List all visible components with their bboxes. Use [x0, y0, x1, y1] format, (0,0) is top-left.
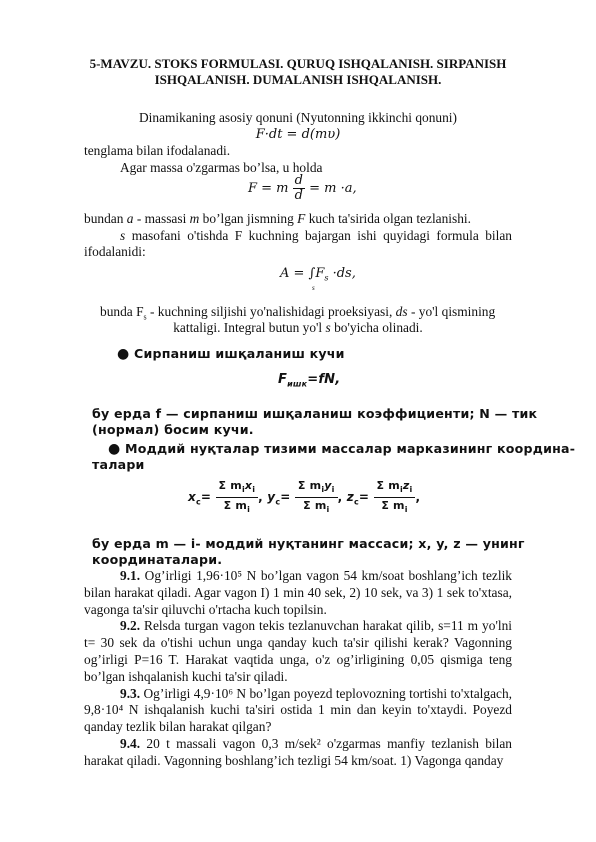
problem-number: 9.2. — [120, 618, 141, 634]
fz-i: i — [399, 485, 403, 495]
problem-text: Relsda turgan vagon tekis tezlanuvchan harakat qilib, s=11 m yo'lni t= 30 sek da o'tishi uchun unga qanday kuch ta'sir qilishi kerak? Vagonning og’irligi P=16 T. Harakat vaqtida unga, o'z og’irligining 0,05 qismiga teng bo’lgan ishqalanish kuchi ta'sir qiladi. — [84, 618, 512, 684]
fy-den: Σ m — [303, 499, 327, 513]
fx-i: i — [241, 485, 245, 495]
problem-number: 9.3. — [120, 685, 141, 701]
formula-force-fraction — [293, 174, 305, 203]
bullet-icon: ● — [117, 346, 130, 362]
formula-work-lower-limit: s — [312, 284, 315, 292]
frac-z — [374, 478, 416, 517]
t6end: - yo'l qismining — [407, 304, 496, 319]
com-heading-text: Моддий нуқталар тизими массалар марказининг координа- — [125, 441, 576, 456]
friction-desc-line-2: (нормал) босим кучи. — [92, 422, 254, 437]
ff-F: F — [278, 372, 288, 387]
problem-list — [84, 568, 512, 770]
yc-sub: c — [275, 497, 281, 507]
friction-heading — [117, 346, 345, 362]
problem-text: 20 t massali vagon 0,3 m/sek² o'zgarmas manfiy tezlanish bilan harakat qiladi. Vagonning boshlang’ich tezligi 54 km/soat. 1) Vagonga qanday — [84, 735, 512, 768]
intro-line-7 — [60, 320, 536, 336]
ff-tail: =fN, — [307, 372, 341, 387]
frac-x — [216, 478, 259, 517]
fy-i2: i — [331, 485, 335, 495]
t6tail: - kuchning siljishi yo'nalishidagi proeksiyasi, — [146, 304, 396, 319]
frac-y — [295, 478, 338, 517]
t7: kattaligi. Integral butun yo'l — [173, 320, 326, 335]
fy-num: Σ m — [297, 479, 322, 492]
t7s: s — [325, 320, 331, 335]
t4d: kuch ta'sirida olgan tezlanishi. — [305, 211, 472, 226]
t4av: a — [126, 211, 134, 226]
fz-di: i — [404, 505, 408, 515]
problem-text: Og’irligi 4,9·10⁶ N bo’lgan poyezd teplovozning tortishi to'xtalgach, 9,8·10⁴ N ishqalanish kuchi ta'siri ostida 1 min dan keyin to'xtaydi. Poyezd qanday tezlik bilan harakat qilgan? — [84, 685, 512, 735]
problem-number: 9.4. — [120, 735, 141, 751]
problem-item — [84, 736, 512, 770]
fy-i: i — [321, 485, 325, 495]
formula-friction — [278, 372, 340, 393]
intro-line-5 — [84, 228, 512, 260]
ff-sub: ишк — [287, 379, 308, 389]
bullet-icon: ● — [108, 441, 121, 457]
center-of-mass-heading — [108, 441, 575, 457]
t7end: bo'yicha olinadi. — [330, 320, 423, 335]
t5: masofani o'tishda F kuchning bajargan ishi quyidagi formula bilan ifodalanidi: — [84, 228, 513, 259]
problem-item — [84, 618, 512, 685]
fw-a: A = ∫F — [280, 266, 325, 281]
problem-number: 9.1. — [120, 568, 141, 583]
problem-text: Og’irligi 1,96·10⁵ N bo’lgan vagon 54 km/soat boshlang’ich tezlik bilan harakat qiladi. Agar vagon I) 1 min 40 sek, 2) 10 sek, va 3) 1 sek to'xtasa, vagonga ta'sir qiluvchi o'rtacha kuch topilsin. — [84, 568, 512, 617]
t6ds: ds — [395, 304, 408, 319]
formula-force-left: F = m — [248, 181, 289, 196]
fz-tail: z — [402, 479, 410, 492]
com-desc-line-2: координаталари. — [92, 552, 223, 567]
t4b: - massasi — [133, 211, 190, 226]
t6sub: s — [143, 312, 147, 322]
fz-den: Σ m — [381, 499, 405, 513]
fz-num: Σ m — [376, 479, 400, 492]
formula-force-den: d — [294, 188, 303, 203]
xc-sub: c — [195, 497, 201, 507]
fx-num: Σ m — [218, 479, 242, 492]
com-desc-line-1: бу ерда m — i- моддий нуқтанинг массаси; x, y, z — унинг — [92, 536, 525, 551]
fx-tail: x — [244, 479, 253, 492]
fy-tail: y — [324, 479, 332, 492]
fy-di: i — [326, 505, 330, 515]
problem-item — [84, 686, 512, 736]
formula-force-num: d — [294, 173, 303, 188]
fw-tail: ·ds, — [328, 266, 356, 281]
friction-desc-line-1: бу ерда f — сирпаниш ишқаланиш коэффициенти; N — тик — [92, 406, 538, 421]
fw-sub: s — [324, 273, 329, 283]
formula-newton: F·dt = d(mυ) — [255, 127, 341, 142]
zc: z — [346, 490, 354, 505]
formula-work — [280, 266, 356, 287]
yc: y — [267, 490, 276, 505]
intro-line-2: tenglama bilan ifodalanadi. — [84, 143, 231, 158]
fx-den: Σ m — [223, 499, 248, 513]
fx-i2: i — [252, 485, 256, 495]
fz-i2: i — [409, 485, 413, 495]
fx-di: i — [247, 505, 251, 515]
t4a: bundan — [84, 211, 127, 226]
zc-sub: c — [353, 497, 359, 507]
problem-item — [84, 568, 512, 618]
t4c: bo’lgan jismning — [199, 211, 298, 226]
xc: x — [188, 490, 196, 505]
formula-force — [248, 174, 357, 203]
intro-line-4 — [84, 211, 471, 227]
friction-heading-text: Сирпаниш ишқаланиш кучи — [134, 346, 345, 361]
formula-center-of-mass: $x_c=$ $\frac{\Sigma m_ix_i}{\Sigma m_i}$ , $y_c=$ $\frac{\Sigma m_iy_i}{\Sigma m_i}$ , $z_c=$ $\frac{\Sigma m_iz_i}{\Sigma m_i}$ , — [188, 478, 420, 517]
t4m: m — [189, 211, 200, 226]
formula-force-right: = m ·a, — [309, 181, 357, 196]
page-title: 5-MAVZU. STOKS FORMULASI. QURUQ ISHQALANISH. SIRPANISH ISHQALANISH. DUMALANISH ISHQALANISH. — [89, 56, 507, 87]
t4F: F — [297, 211, 306, 226]
intro-line-1: Dinamikaning asosiy qonuni (Nyutonning ikkinchi qonuni) — [138, 110, 457, 125]
t5s: s — [120, 228, 126, 243]
intro-line-3: Agar massa o'zgarmas bo’lsa, u holda — [120, 160, 323, 175]
center-of-mass-heading-2: талари — [92, 457, 145, 472]
t6: bunda F — [100, 304, 144, 319]
